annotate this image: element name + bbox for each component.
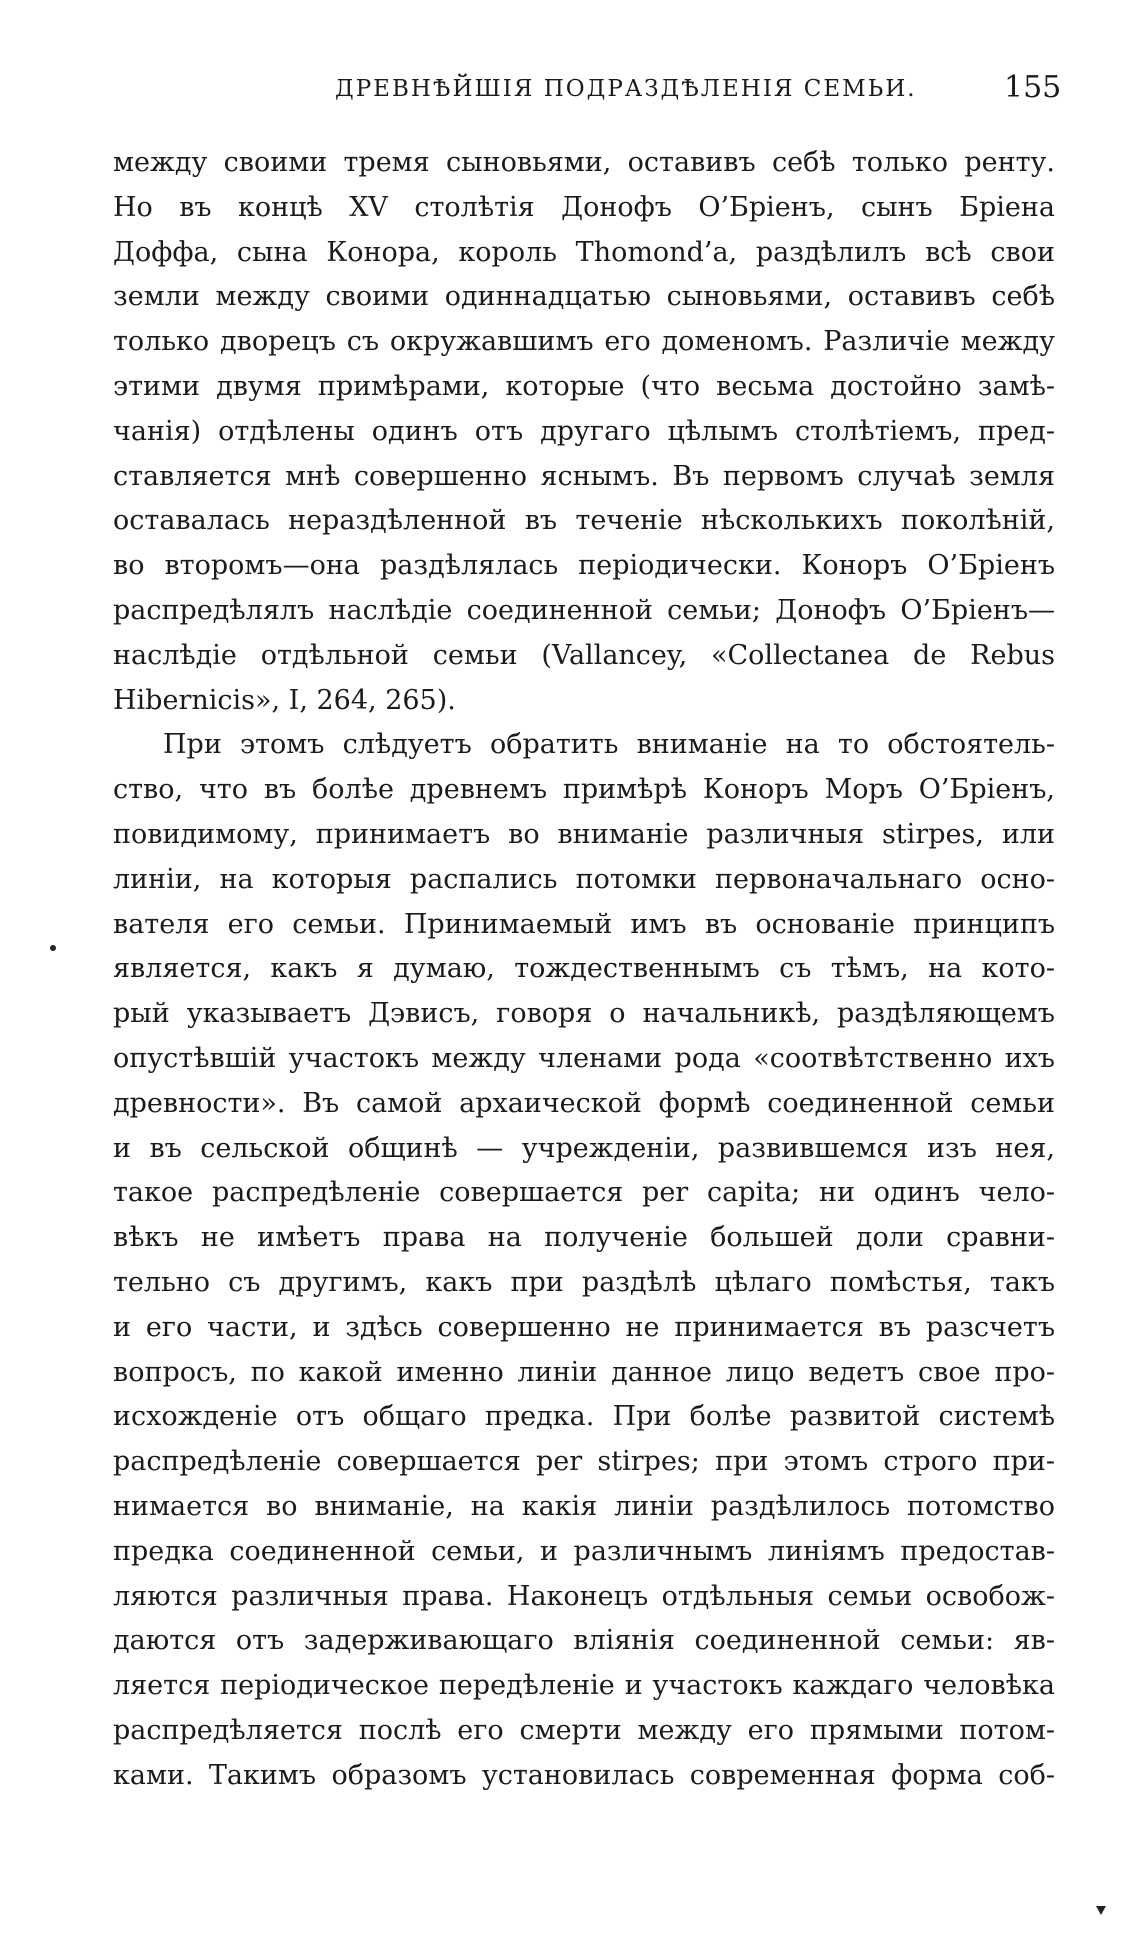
paragraph [113,141,1055,723]
text-line: предка соединенной семьи, и различнымъ линіямъ предостав- [113,1535,1055,1567]
text-line: Доффа, сына Конора, король Thomond’а, раздѣлилъ всѣ свои [113,236,1055,268]
text-line: только дворецъ съ окружавшимъ его доменомъ. Различіе между [113,326,1055,358]
text-line: рый указываетъ Дэвисъ, говоря о начальникѣ, раздѣляющемъ [113,998,1055,1030]
text-line: древности». Въ самой архаической формѣ соединенной семьи [113,1087,1055,1119]
text-line: и его части, и здѣсь совершенно не принимается въ разсчетъ [113,1311,1055,1343]
text-line: ставляется мнѣ совершенно яснымъ. Въ первомъ случаѣ земля [113,460,1055,492]
text-line: такое распредѣленіе совершается per capita; ни одинъ чело- [113,1177,1055,1209]
corner-mark [1096,1906,1106,1915]
text-line: ство, что въ болѣе древнемъ примѣрѣ Конoръ Моръ О’Бріенъ, [113,774,1055,806]
text-line: этими двумя примѣрами, которые (что весьма достойно замѣ- [113,370,1055,402]
text-line: тельно съ другимъ, какъ при раздѣлѣ цѣлаго помѣстья, такъ [113,1266,1055,1298]
text-line: является, какъ я думаю, тождественнымъ съ тѣмъ, на кото- [113,953,1055,985]
text-line: чанія) отдѣлены одинъ отъ другаго цѣлымъ столѣтіемъ, пред- [113,415,1055,447]
text-line: даются отъ задерживающаго вліянія соединенной семьи: яв- [113,1625,1055,1657]
text-line: повидимому, принимаетъ во вниманіе различныя stirpes, или [113,818,1055,850]
text-line: распредѣляется послѣ его смерти между его прямыми потом- [113,1714,1055,1746]
text-line: распредѣленіе совершается per stirpes; при этомъ строго при- [113,1446,1055,1478]
text-line: земли между своими одиннадцатью сыновьями, оставивъ себѣ [113,281,1055,313]
text-line: вопросъ, по какой именно линіи данное лицо ведетъ свое про- [113,1356,1055,1388]
text-line: между своими тремя сыновьями, оставивъ себѣ только ренту. [113,147,1055,178]
text-line: исхожденіе отъ общаго предка. При болѣе развитой системѣ [113,1401,1055,1433]
text-line: ляется періодическое передѣленіе и участокъ каждаго человѣка [113,1670,1055,1702]
text-line: ляются различныя права. Наконецъ отдѣльныя семьи освобож- [113,1580,1055,1612]
ink-speck [50,945,56,951]
text-line: и въ сельской общинѣ — учрежденіи, развившемся изъ нея, [113,1132,1055,1164]
text-line: опустѣвшій участокъ между членами рода «соотвѣтственно ихъ [113,1042,1055,1074]
page-number: 155 [1004,70,1062,105]
text-line: наслѣдіе отдѣльной семьи (Vallancey, «Collectanea de Rebus [113,639,1055,671]
text-line: Но въ концѣ XV столѣтія Донофъ О’Бріенъ, сынъ Бріена [113,191,1055,223]
body-text [113,141,1055,1798]
text-line: вателя его семьи. Принимаемый имъ въ основаніе принципъ [113,908,1055,940]
text-line: вѣкъ не имѣетъ права на полученіе большей доли сравни- [113,1222,1055,1254]
text-line: линіи, на которыя распались потомки первоначальнаго осно- [113,863,1055,895]
text-line: ками. Такимъ образомъ установилась современная форма соб- [113,1759,1055,1791]
text-line: оставалась нераздѣленной въ теченіе нѣсколькихъ поколѣній, [113,505,1055,537]
text-line: Hibernicis», I, 264, 265). [113,684,456,716]
text-line: нимается во вниманіе, на какія линіи раздѣлилось потомство [113,1490,1055,1522]
text-line: При этомъ слѣдуетъ обратить вниманіе на то обстоятель- [163,729,1055,761]
text-line: распредѣлялъ наслѣдіе соединенной семьи; Донофъ О’Бріенъ— [113,594,1055,626]
running-title: ДРЕВНѢЙШІЯ ПОДРАЗДѢЛЕНІЯ СЕМЬИ. [335,76,917,102]
paragraph [113,723,1055,1798]
text-line: во второмъ—она раздѣлялась періодически. Конoръ О’Бріенъ [113,550,1055,582]
